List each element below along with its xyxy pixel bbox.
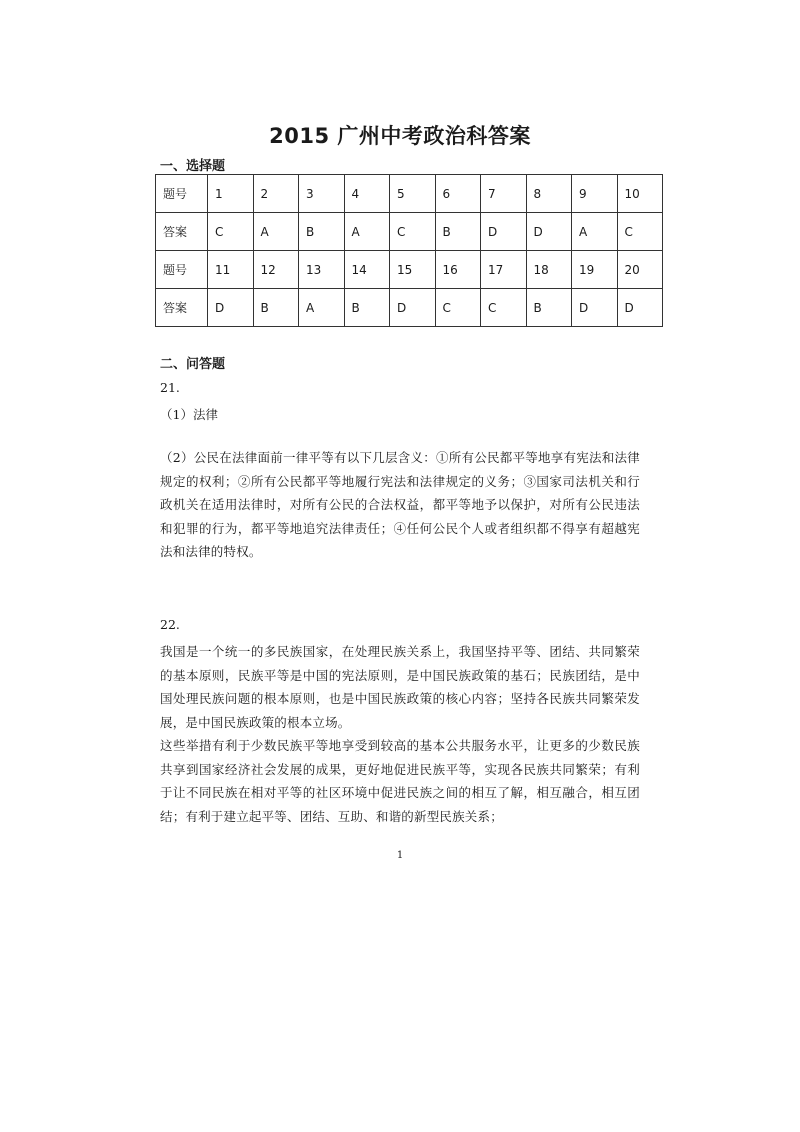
table-cell: C	[435, 289, 481, 327]
table-cell: B	[344, 289, 390, 327]
table-cell: 7	[481, 175, 527, 213]
table-cell: 15	[390, 251, 436, 289]
table-cell: 10	[617, 175, 663, 213]
table-cell: D	[208, 289, 254, 327]
table-cell: A	[253, 213, 299, 251]
table-cell: C	[390, 213, 436, 251]
table-cell: 12	[253, 251, 299, 289]
table-cell: 20	[617, 251, 663, 289]
table-cell: 3	[299, 175, 345, 213]
page-title: 2015 广州中考政治科答案	[269, 124, 531, 148]
row-label: 题号	[156, 251, 208, 289]
table-cell: 1	[208, 175, 254, 213]
table-cell: C	[617, 213, 663, 251]
question-21-number: 21.	[160, 380, 180, 395]
table-cell: D	[481, 213, 527, 251]
table-cell: 13	[299, 251, 345, 289]
table-cell: 16	[435, 251, 481, 289]
table-cell: 14	[344, 251, 390, 289]
table-cell: D	[390, 289, 436, 327]
table-cell: A	[344, 213, 390, 251]
question-22-paragraph-1: 我国是一个统一的多民族国家，在处理民族关系上，我国坚持平等、团结、共同繁荣的基本原则，民族平等是中国的宪法原则，是中国民族政策的基石；民族团结，是中国处理民族问题的根本原则，也是中国民族政策的核心内容；坚持各民族共同繁荣发展，是中国民族政策的根本立场。	[160, 644, 640, 730]
table-cell: D	[572, 289, 618, 327]
table-cell: 2	[253, 175, 299, 213]
table-cell: B	[299, 213, 345, 251]
table-row	[156, 213, 663, 251]
table-cell: 6	[435, 175, 481, 213]
table-cell: A	[572, 213, 618, 251]
table-row	[156, 175, 663, 213]
row-label: 题号	[156, 175, 208, 213]
section-heading-choice: 一、选择题	[160, 159, 226, 174]
question-21-part1: （1）法律	[160, 407, 218, 422]
table-cell: 5	[390, 175, 436, 213]
page-number: 1	[396, 850, 404, 861]
section-heading-qa: 二、问答题	[160, 357, 226, 372]
answer-table	[155, 174, 663, 327]
table-cell: 8	[526, 175, 572, 213]
table-cell: 17	[481, 251, 527, 289]
table-cell: 18	[526, 251, 572, 289]
table-row	[156, 289, 663, 327]
table-cell: 4	[344, 175, 390, 213]
table-cell: C	[208, 213, 254, 251]
question-21-part2: （2）公民在法律面前一律平等有以下几层含义：①所有公民都平等地享有宪法和法律规定的权利；②所有公民都平等地履行宪法和法律规定的义务；③国家司法机关和行政机关在适用法律时，对所有公民的合法权益，都平等地予以保护，对所有公民违法和犯罪的行为，都平等地追究法律责任；④任何公民个人或者组织都不得享有超越宪法和法律的特权。	[160, 450, 640, 559]
row-label: 答案	[156, 213, 208, 251]
table-cell: D	[526, 213, 572, 251]
table-cell: 19	[572, 251, 618, 289]
question-22-paragraph-2: 这些举措有利于少数民族平等地享受到较高的基本公共服务水平，让更多的少数民族共享到国家经济社会发展的成果，更好地促进民族平等，实现各民族共同繁荣；有利于让不同民族在相对平等的社区环境中促进民族之间的相互了解，相互融合，相互团结；有利于建立起平等、团结、互助、和谐的新型民族关系；	[160, 738, 640, 824]
table-cell: B	[253, 289, 299, 327]
table-cell: B	[526, 289, 572, 327]
table-row	[156, 251, 663, 289]
question-22-number: 22.	[160, 617, 180, 632]
table-cell: C	[481, 289, 527, 327]
table-cell: D	[617, 289, 663, 327]
row-label: 答案	[156, 289, 208, 327]
table-cell: B	[435, 213, 481, 251]
table-cell: 9	[572, 175, 618, 213]
table-cell: 11	[208, 251, 254, 289]
table-cell: A	[299, 289, 345, 327]
